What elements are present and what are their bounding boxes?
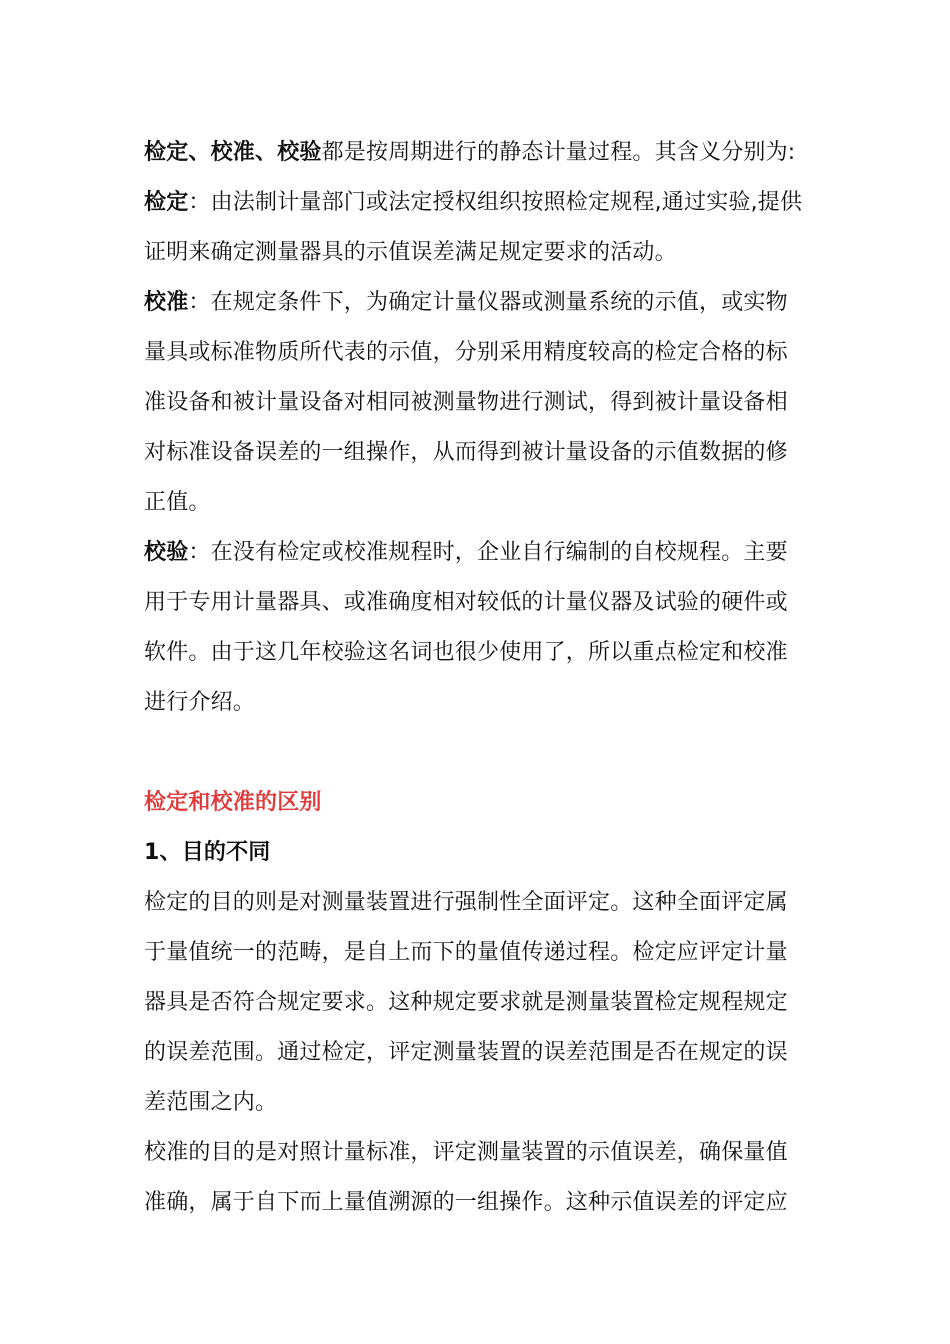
paragraph-line: 检定的目的则是对测量装置进行强制性全面评定。这种全面评定属 [144,890,788,915]
subheading: 1、目的不同 [144,840,271,865]
definition-calibration [144,278,809,528]
definition-separator: ： [188,190,211,215]
definition-line: 证明来确定测量器具的示值误差满足规定要求的活动。 [144,240,677,265]
definition-line: 软件。由于这几年校验这名词也很少使用了，所以重点检定和校准 [144,640,788,665]
definition-line: 准设备和被计量设备对相同被测量物进行测试，得到被计量设备相 [144,390,788,415]
definition-term: 校验 [144,540,189,565]
purpose-paragraph-calibration [144,1128,809,1228]
paragraph-line: 校准的目的是对照计量标准，评定测量装置的示值误差，确保量值 [144,1140,788,1165]
definition-line: 对标准设备误差的一组操作，从而得到被计量设备的示值数据的修 [144,440,788,465]
definition-line: 量具或标准物质所代表的示值，分别采用精度较高的检定合格的标 [144,340,788,365]
paragraph-line: 器具是否符合规定要求。这种规定要求就是测量装置检定规程规定 [144,990,788,1015]
intro-bold-terms: 检定、校准、校验 [144,140,322,165]
blank-line [144,728,809,778]
definition-separator: ： [188,290,211,315]
definition-line: 正值。 [144,490,211,515]
intro-paragraph [144,128,809,178]
definition-line: 由法制计量部门或法定授权组织按照检定规程,通过实验,提供 [210,190,803,215]
definition-term: 检定 [144,190,189,215]
definition-line: 在规定条件下，为确定计量仪器或测量系统的示值，或实物 [210,290,788,315]
definition-line: 进行介绍。 [144,690,256,715]
section-title: 检定和校准的区别 [144,790,322,815]
document-body [144,128,809,1228]
definition-line: 用于专用计量器具、或准确度相对较低的计量仪器及试验的硬件或 [144,590,788,615]
paragraph-line: 差范围之内。 [144,1090,278,1115]
definition-separator: ： [188,540,211,565]
purpose-paragraph-verification [144,878,809,1128]
intro-text: 都是按周期进行的静态计量过程。其含义分别为: [321,140,796,165]
definition-term: 校准 [144,290,189,315]
paragraph-line: 于量值统一的范畴，是自上而下的量值传递过程。检定应评定计量 [144,940,788,965]
paragraph-line: 的误差范围。通过检定，评定测量装置的误差范围是否在规定的误 [144,1040,788,1065]
definition-checking [144,528,809,728]
paragraph-line: 准确，属于自下而上量值溯源的一组操作。这种示值误差的评定应 [144,1190,788,1215]
definition-verification [144,178,809,278]
definition-line: 在没有检定或校准规程时，企业自行编制的自校规程。主要 [210,540,788,565]
